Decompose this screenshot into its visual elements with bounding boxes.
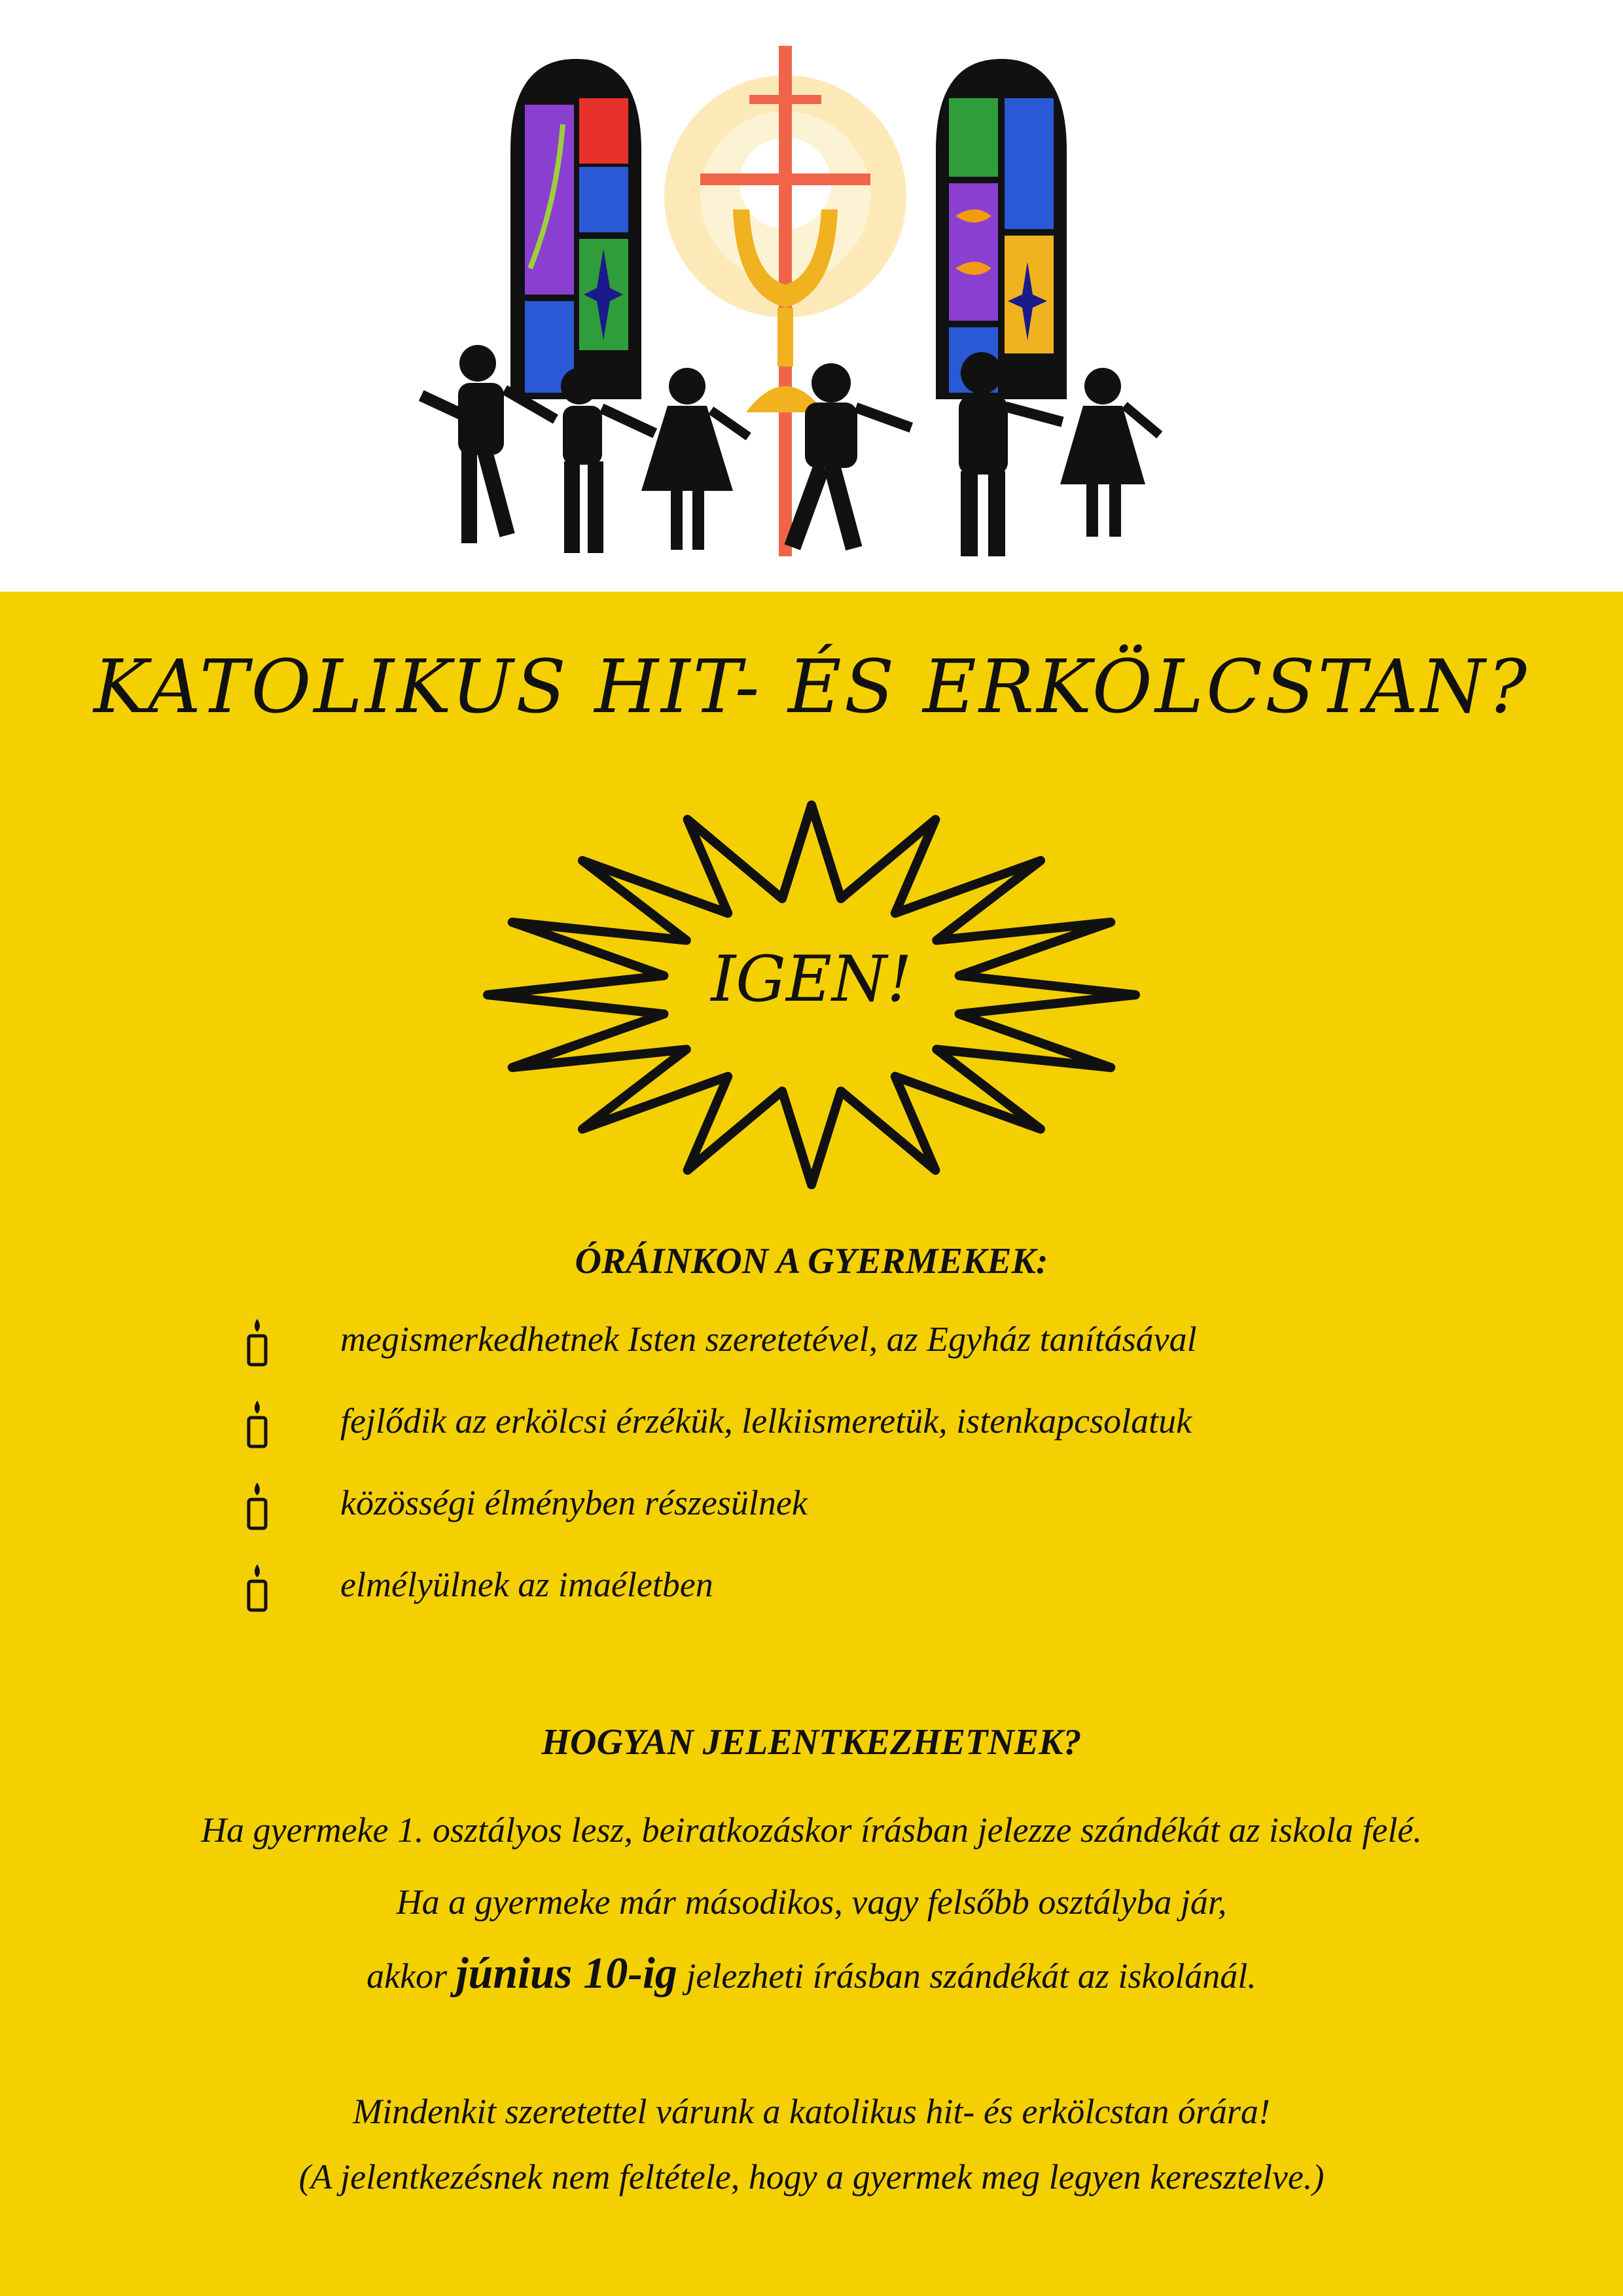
candle-icon <box>245 1563 269 1613</box>
benefits-list <box>242 1319 1486 1646</box>
instruction-line-3 <box>0 1947 1623 1999</box>
candle-icon <box>245 1399 269 1449</box>
list-item <box>242 1482 1486 1564</box>
list-item-text: megismerkedhetnek Isten szeretetével, az Egyház tanításával <box>340 1319 1197 1359</box>
deadline-date: június 10-ig <box>455 1948 677 1998</box>
burst-text: IGEN! <box>711 942 912 1016</box>
list-item-text: közösségi élményben részesülnek <box>340 1483 808 1522</box>
section2-heading: HOGYAN JELENTKEZHETNEK? <box>541 1722 1082 1763</box>
candle-icon <box>245 1481 269 1531</box>
closing-line-1: Mindenkit szeretettel várunk a katolikus hit- és erkölcstan órára! <box>353 2092 1270 2131</box>
page-title: KATOLIKUS HIT- ÉS ERKÖLCSTAN? <box>93 645 1529 730</box>
list-item <box>242 1401 1486 1482</box>
list-item <box>242 1564 1486 1646</box>
list-item-text: fejlődik az erkölcsi érzékük, lelkiismeretük, istenkapcsolatuk <box>340 1401 1192 1441</box>
closing-line-2: (A jelentkezésnek nem feltétele, hogy a gyermek meg legyen keresztelve.) <box>298 2157 1325 2197</box>
header-area <box>0 0 1623 592</box>
instruction-line-1: Ha gyermeke 1. osztályos lesz, beiratkozáskor írásban jelezze szándékát az iskola felé. <box>201 1810 1422 1850</box>
church-children-illustration <box>380 33 1191 569</box>
list-item <box>242 1319 1486 1401</box>
instruction-line-3-pre: akkor <box>366 1956 448 1996</box>
candle-icon <box>245 1318 269 1367</box>
list-item-text: elmélyülnek az imaéletben <box>340 1565 713 1604</box>
instruction-line-3-post: jelezheti írásban szándékát az iskolánál. <box>686 1956 1257 1996</box>
instruction-line-2: Ha a gyermeke már másodikos, vagy felsőbb osztályba jár, <box>396 1882 1227 1922</box>
section1-heading: ÓRÁINKON A GYERMEKEK: <box>575 1241 1048 1282</box>
